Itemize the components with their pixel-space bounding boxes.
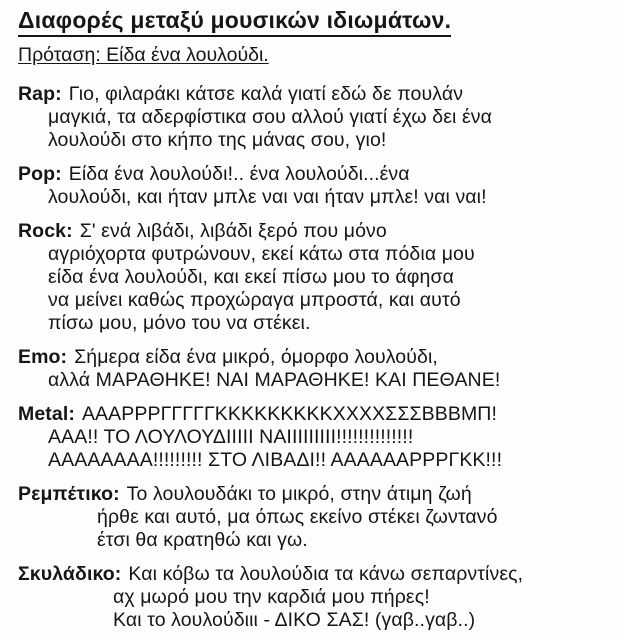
- genre-line: να μείνει καθώς προχώραγα μπροστά, και αυτό: [48, 289, 461, 311]
- genre-section: [18, 163, 616, 209]
- genre-line: [18, 563, 616, 586]
- genre-line: έτσι θα κρατηθώ και γω.: [97, 529, 308, 551]
- genre-section: [18, 83, 616, 152]
- genre-line: [18, 346, 616, 369]
- page-subtitle: Πρόταση: Είδα ένα λουλούδι.: [18, 44, 269, 66]
- genre-line: [18, 220, 616, 243]
- genre-line: [18, 403, 616, 426]
- genre-label: Pop:: [18, 163, 62, 185]
- genre-label: Metal:: [18, 403, 75, 425]
- genre-text: Σ' ενά λιβάδι, λιβάδι ξερό που μόνο: [79, 220, 387, 242]
- genre-line: αλλά ΜΑΡΑΘΗΚΕ! ΝΑΙ ΜΑΡΑΘΗΚΕ! ΚΑΙ ΠΕΘΑΝΕ!: [48, 369, 501, 391]
- genre-line: ήρθε και αυτό, μα όπως εκείνο στέκει ζωντανό: [97, 506, 498, 528]
- page-title: Διαφορές μεταξύ μουσικών ιδιωμάτων.: [18, 7, 451, 37]
- genre-label: Ρεμπέτικο:: [18, 483, 120, 505]
- genre-text: Και κόβω τα λουλούδια τα κάνω σεπαρντίνες,: [128, 563, 524, 585]
- genre-section: [18, 403, 616, 472]
- genre-line: ΑΑΑ!! ΤΟ ΛΟΥΛΟΥΔΙΙΙΙΙ ΝΑΙΙΙΙΙΙΙΙΙ!!!!!!!!!!!!!!: [48, 426, 414, 448]
- genre-line: λουλούδι στο κήπο της μάνας σου, γιο!: [48, 129, 387, 151]
- genre-section: [18, 563, 616, 632]
- genre-label: Σκυλάδικο:: [18, 563, 122, 585]
- genre-text: Γιο, φιλαράκι κάτσε καλά γιατί εδώ δε πουλάν: [68, 83, 464, 105]
- genre-line: λουλούδι, και ήταν μπλε ναι ναι ήταν μπλε! ναι ναι!: [48, 186, 487, 208]
- genre-section: [18, 346, 616, 392]
- genre-label: Emo:: [18, 346, 68, 368]
- genre-text: Είδα ένα λουλούδι!.. ένα λουλούδι...ένα: [68, 163, 410, 185]
- genre-line: [18, 163, 616, 186]
- genre-line: μαγκιά, τα αδερφίστικα σου αλλού γιατί έχω δει ένα: [48, 106, 492, 128]
- genre-line: αχ μωρό μου την καρδιά μου πήρες!: [113, 586, 430, 608]
- genre-line: ΑΑΑΑΑΑΑΑ!!!!!!!!! ΣΤΟ ΛΙΒΑΔΙ!! ΑΑΑΑΑΑΡΡΡΓΚΚ!!!: [48, 449, 503, 471]
- genre-label: Rock:: [18, 220, 73, 242]
- genre-sections: [18, 83, 616, 632]
- genre-section: [18, 220, 616, 335]
- genre-text: Το λουλουδάκι το μικρό, στην άτιμη ζωή: [126, 483, 472, 505]
- genre-line: είδα ένα λουλούδι, και εκεί πίσω μου το άφησα: [48, 266, 454, 288]
- genre-text: ΑΑΑΡΡΡΓΓΓΓΓΚΚΚΚΚΚΚΚΚΧΧΧΧΣΣΣΒΒΒΜΠ!: [81, 403, 497, 425]
- genre-line: Και το λουλούδιιι - ΔΙΚΟ ΣΑΣ! (γαβ..γαβ..): [113, 609, 476, 631]
- genre-label: Rap:: [18, 83, 62, 105]
- genre-text: Σήμερα είδα ένα μικρό, όμορφο λουλούδι,: [74, 346, 438, 368]
- genre-line: [18, 83, 616, 106]
- genre-section: [18, 483, 616, 552]
- genre-line: [18, 483, 616, 506]
- genre-line: αγριόχορτα φυτρώνουν, εκεί κάτω στα πόδια μου: [48, 243, 475, 265]
- genre-line: πίσω μου, μόνο του να στέκει.: [48, 312, 311, 334]
